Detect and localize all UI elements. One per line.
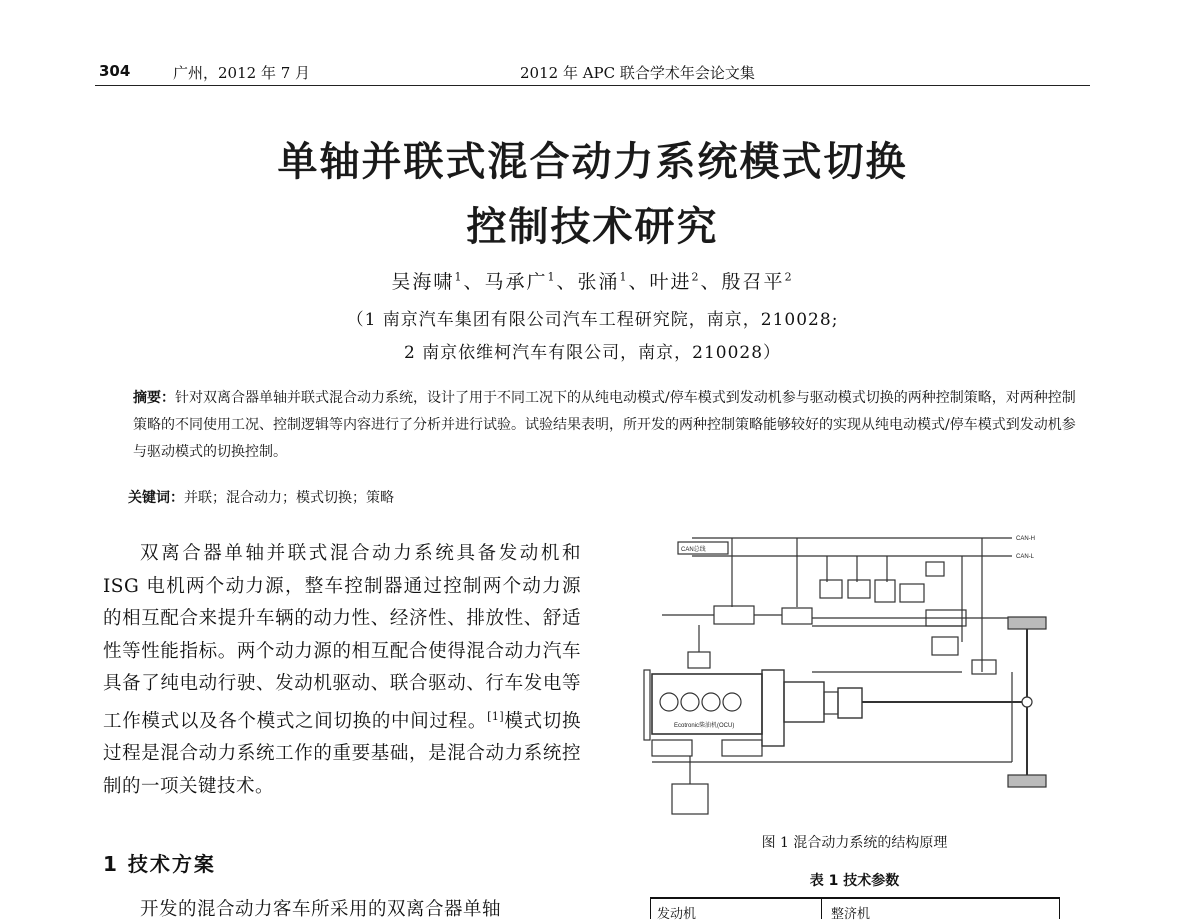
author-list: 吴海啸$^1$、马承广$^1$、张涌$^1$、叶进$^2$、殷召平$^2$ — [391, 270, 794, 293]
intro-text-cont: 模式切换过程是混合动力系统工作的重要基础，是混合动力系统控制的一项关键技术。 — [103, 710, 581, 797]
affiliation-2: 2 南京依维柯汽车有限公司，南京，210028） — [403, 343, 782, 363]
author-name: 张涌 — [577, 271, 620, 293]
intro-text: 双离合器单轴并联式混合动力系统具备发动机和 ISG 电机两个动力源，整车控制器通过控制两个动力源的相互配合来提升车辆的动力性、经济性、排放性、舒适性等性能指标。两个动力源的相互配合使得混合动力汽车具备了纯电动行驶、发动机驱动、联合驱动、行车发电等工作模式以及各个模式之间切换的中间过程。 — [103, 543, 581, 732]
keywords-label: 关键词： — [128, 490, 184, 506]
citation-ref: [1] — [487, 709, 505, 723]
battery-box — [672, 784, 708, 814]
can-bus-label: CAN总线 — [681, 547, 706, 553]
paper-title-line-2: 控制技术研究 — [466, 204, 719, 250]
abstract — [133, 385, 1088, 466]
affiliation-1: （1 南京汽车集团有限公司汽车工程研究院，南京，210028; — [346, 310, 839, 330]
running-header — [95, 60, 1090, 82]
rear-wheel-top — [1008, 617, 1046, 629]
paper-title-line-1: 单轴并联式混合动力系统模式切换 — [277, 139, 908, 185]
author-affil-mark: 1 — [454, 270, 464, 284]
system-structure-figure — [632, 522, 1062, 822]
table-divider — [821, 899, 822, 919]
author-affil-mark: 2 — [691, 270, 701, 284]
abstract-text: 针对双离合器单轴并联式混合动力系统，设计了用于不同工况下的从纯电动模式/停车模式到发动机参与驱动模式切换的两种控制策略，对两种控制策略的不同使用工况、控制逻辑等内容进行了分析并进行试验。试验结果表明，所开发的两种控制策略能够较好的实现从纯电动模式/停车模式到发动机参与驱动模式的切换控制。 — [133, 390, 1076, 460]
keywords — [128, 487, 1028, 507]
author-affil-mark: 2 — [784, 270, 794, 284]
engine-label: Ecotronic柴油机(OCU) — [674, 723, 735, 729]
table-cell: 发动机 — [657, 907, 697, 922]
section-paragraph: 开发的混合动力客车所采用的双离合器单轴 — [140, 899, 502, 920]
intro-paragraph — [103, 538, 581, 803]
collection-title: 2012 年 APC 联合学术年会论文集 — [520, 64, 755, 82]
table-cell: 整济机 — [831, 907, 871, 922]
author-affil-mark: 1 — [619, 270, 629, 284]
figure-caption: 图 1 混合动力系统的结构原理 — [761, 835, 948, 851]
can-h-label: CAN-H — [1016, 536, 1035, 542]
author-name: 马承广 — [484, 271, 548, 293]
abstract-label: 摘要： — [133, 390, 175, 406]
location-date: 广州，2012 年 7 月 — [173, 64, 311, 82]
page-number: 304 — [99, 62, 131, 80]
can-l-label: CAN-L — [1016, 554, 1035, 560]
table-title: 表 1 技术参数 — [809, 873, 900, 889]
rear-wheel-bottom — [1008, 775, 1046, 787]
section-heading: 1 技术方案 — [103, 852, 216, 876]
header-rule — [95, 85, 1090, 86]
author-name: 殷召平 — [721, 271, 785, 293]
author-name: 叶进 — [649, 271, 692, 293]
keywords-text: 并联；混合动力；模式切换；策略 — [184, 490, 394, 506]
author-name: 吴海啸 — [391, 271, 455, 293]
parameters-table — [650, 897, 1060, 922]
author-affil-mark: 1 — [547, 270, 557, 284]
